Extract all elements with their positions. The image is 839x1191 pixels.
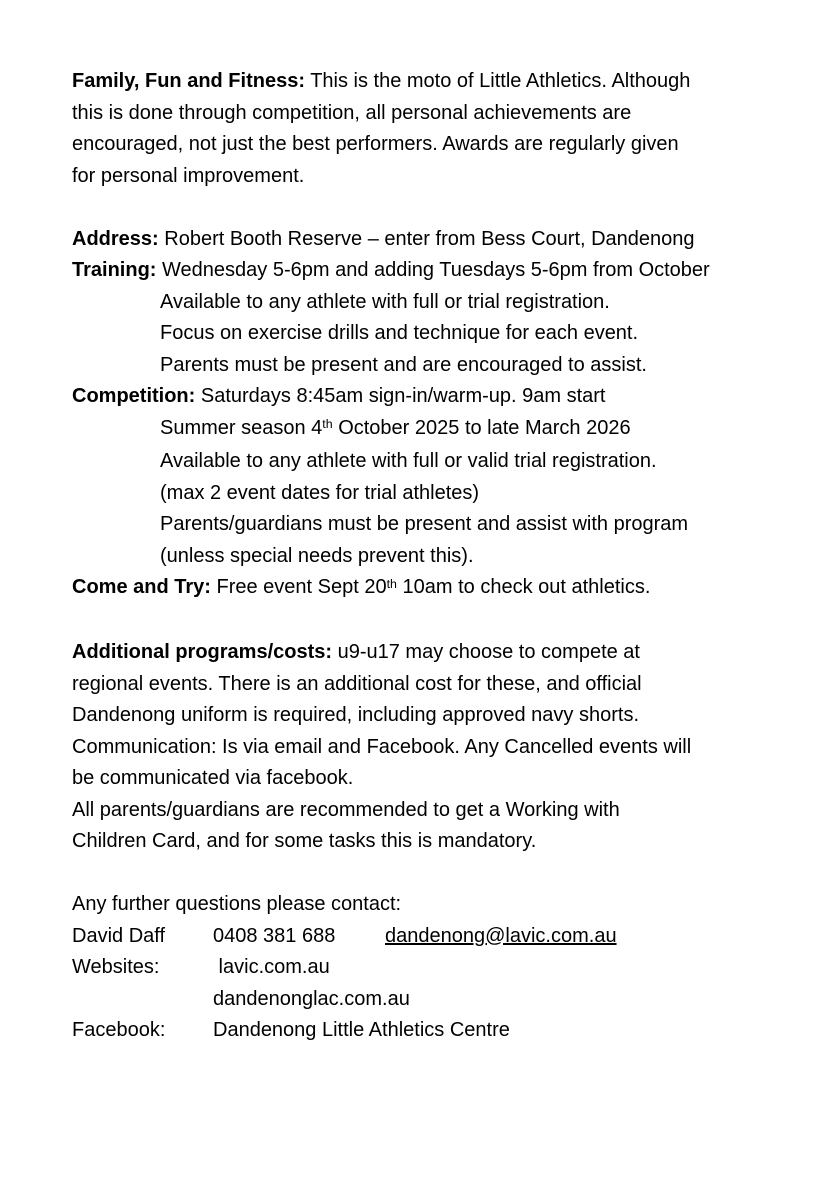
text-segment: Communication: Is via email and Facebook. Any Cancelled events will bbox=[72, 735, 692, 758]
bold-label: Family, Fun and Fitness: bbox=[72, 70, 305, 92]
text-segment: Summer season 4 bbox=[160, 416, 323, 439]
text-line bbox=[72, 700, 767, 732]
text-segment: Saturdays 8:45am sign-in/warm-up. 9am start bbox=[195, 385, 606, 407]
text-segment: th bbox=[322, 417, 333, 432]
text-segment: u9-u17 may choose to compete at bbox=[332, 641, 640, 663]
text-line bbox=[72, 478, 767, 510]
text-line bbox=[72, 732, 767, 764]
contact-name: David Daff bbox=[72, 924, 166, 947]
text-line bbox=[72, 350, 767, 382]
text-line bbox=[72, 669, 767, 701]
text-line bbox=[72, 826, 767, 858]
bold-label: Additional programs/costs: bbox=[72, 641, 333, 663]
text-line bbox=[72, 318, 767, 350]
text-segment: th bbox=[386, 576, 397, 591]
text-line bbox=[72, 98, 767, 130]
text-line bbox=[72, 889, 767, 921]
email-link[interactable]: dandenong@lavic.com.au bbox=[385, 924, 617, 947]
text-line bbox=[72, 763, 767, 795]
text-segment: encouraged, not just the best performers. Awards are regularly given bbox=[72, 133, 679, 155]
text-segment: Any further questions please contact: bbox=[72, 893, 402, 915]
text-segment: regional events. There is an additional cost for these, and official bbox=[72, 672, 642, 695]
text-segment: This is the moto of Little Athletics. Although bbox=[305, 70, 691, 92]
bold-label: Come and Try: bbox=[72, 576, 211, 598]
text-segment: Parents must be present and are encouraged to assist. bbox=[160, 353, 647, 376]
bold-label: Training: bbox=[72, 259, 157, 281]
text-line bbox=[72, 572, 767, 606]
text-line bbox=[72, 921, 767, 953]
paragraph bbox=[72, 889, 767, 1047]
text-line bbox=[72, 287, 767, 319]
text-line bbox=[72, 66, 767, 98]
text-segment: Dandenong uniform is required, including approved navy shorts. bbox=[72, 704, 640, 726]
text-segment: be communicated via facebook. bbox=[72, 767, 354, 789]
text-line bbox=[72, 413, 767, 447]
text-line bbox=[72, 446, 767, 478]
text-line bbox=[72, 381, 767, 413]
facebook-name: Dandenong Little Athletics Centre bbox=[213, 1019, 510, 1041]
text-segment: (unless special needs prevent this). bbox=[160, 544, 474, 567]
text-line bbox=[72, 509, 767, 541]
text-line bbox=[72, 541, 767, 573]
text-segment: Available to any athlete with full or valid trial registration. bbox=[160, 450, 657, 472]
text-segment: 10am to check out athletics. bbox=[396, 576, 651, 598]
text-line bbox=[72, 129, 767, 161]
text-segment: All parents/guardians are recommended to get a Working with bbox=[72, 798, 620, 821]
text-segment: Wednesday 5-6pm and adding Tuesdays 5-6pm from October bbox=[156, 259, 710, 281]
text-line bbox=[72, 984, 767, 1016]
text-segment: Parents/guardians must be present and assist with program bbox=[160, 513, 689, 535]
text-segment: Robert Booth Reserve – enter from Bess Court, Dandenong bbox=[158, 227, 695, 250]
websites-label: Websites: bbox=[72, 956, 160, 978]
text-line bbox=[72, 637, 767, 669]
text-segment: Available to any athlete with full or trial registration. bbox=[160, 290, 610, 313]
text-segment: (max 2 event dates for trial athletes) bbox=[160, 481, 480, 504]
text-line bbox=[72, 161, 767, 193]
text-line bbox=[72, 224, 767, 256]
bold-label: Address: bbox=[72, 227, 159, 250]
website-url: dandenonglac.com.au bbox=[213, 987, 410, 1010]
text-line bbox=[72, 255, 767, 287]
text-line bbox=[72, 1015, 767, 1047]
bold-label: Competition: bbox=[72, 385, 196, 407]
text-line bbox=[72, 952, 767, 984]
paragraph bbox=[72, 637, 767, 858]
paragraph bbox=[72, 224, 767, 606]
paragraph bbox=[72, 66, 767, 192]
text-segment: Free event Sept 20 bbox=[210, 576, 387, 598]
text-segment: Children Card, and for some tasks this is mandatory. bbox=[72, 830, 537, 852]
phone-number: 0408 381 688 bbox=[213, 924, 336, 947]
facebook-label: Facebook: bbox=[72, 1019, 166, 1041]
text-segment: for personal improvement. bbox=[72, 164, 305, 187]
text-segment: October 2025 to late March 2026 bbox=[332, 416, 631, 439]
text-segment: Focus on exercise drills and technique for each event. bbox=[160, 322, 639, 344]
website-url: lavic.com.au bbox=[213, 956, 330, 978]
text-line bbox=[72, 795, 767, 827]
text-segment: this is done through competition, all personal achievements are bbox=[72, 101, 632, 124]
